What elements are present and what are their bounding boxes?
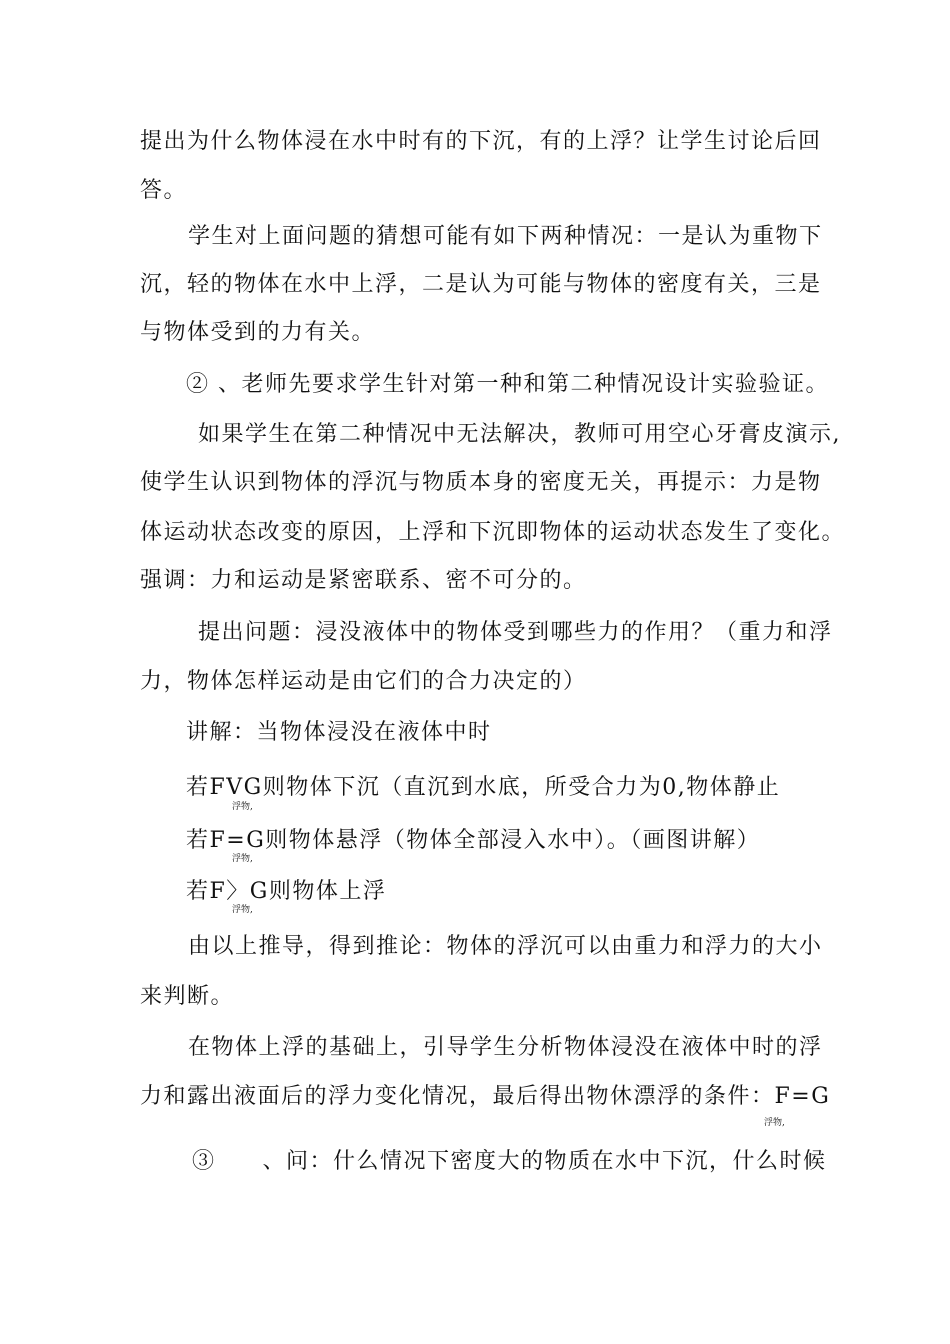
paragraph-line: 如果学生在第二种情况中无法解决，教师可用空心牙膏皮演示, (198, 422, 841, 447)
formula-line: 若F〉G则物体上浮 (186, 879, 387, 904)
paragraph-line: 沉，轻的物体在水中上浮，二是认为可能与物体的密度有关，三是 (140, 272, 822, 297)
paragraph-line: ③ 、问：什么情况下密度大的物质在水中下沉，什么时候 (192, 1149, 827, 1174)
paragraph-line: 力，物体怎样运动是由它们的合力决定的） (140, 669, 587, 694)
formula-subscript: 浮物, (232, 802, 253, 812)
formula-line: 若FVG则物体下沉（直沉到水底，所受合力为0,物体静止 (186, 775, 781, 800)
paragraph-line: 与物体受到的力有关。 (140, 320, 376, 345)
paragraph-line: ② 、老师先要求学生针对第一种和第二种情况设计实验验证。 (186, 372, 829, 397)
paragraph-line: 强调：力和运动是紧密联系、密不可分的。 (140, 568, 587, 593)
paragraph-line: 力和露出液面后的浮力变化情况，最后得出物休漂浮的条件：F=G (140, 1084, 831, 1109)
formula-subscript: 浮物, (232, 905, 253, 915)
formula-line: 若F=G则物体悬浮（物体全部浸入水中）。（画图讲解） (186, 828, 761, 853)
paragraph-line: 讲解：当物体浸没在液体中时 (186, 720, 492, 745)
formula-subscript: 浮物, (764, 1118, 785, 1128)
paragraph-line: 提出为什么物体浸在水中时有的下沉，有的上浮？让学生讨论后回 (140, 129, 822, 154)
paragraph-line: 答。 (140, 178, 188, 203)
paragraph-line: 提出问题：浸没液体中的物体受到哪些力的作用？（重力和浮 (198, 620, 833, 645)
paragraph-line: 学生对上面问题的猜想可能有如下两种情况：一是认为重物下 (188, 224, 823, 249)
formula-subscript: 浮物, (232, 854, 253, 864)
paragraph-line: 来判断。 (140, 984, 235, 1009)
paragraph-line: 在物体上浮的基础上，引导学生分析物体浸没在液体中时的浮 (188, 1035, 823, 1060)
paragraph-line: 体运动状态改变的原因，上浮和下沉即物体的运动状态发生了变化。 (140, 520, 846, 545)
paragraph-line: 使学生认识到物体的浮沉与物质本身的密度无关，再提示：力是物 (140, 470, 822, 495)
paragraph-line: 由以上推导，得到推论：物体的浮沉可以由重力和浮力的大小 (188, 934, 823, 959)
